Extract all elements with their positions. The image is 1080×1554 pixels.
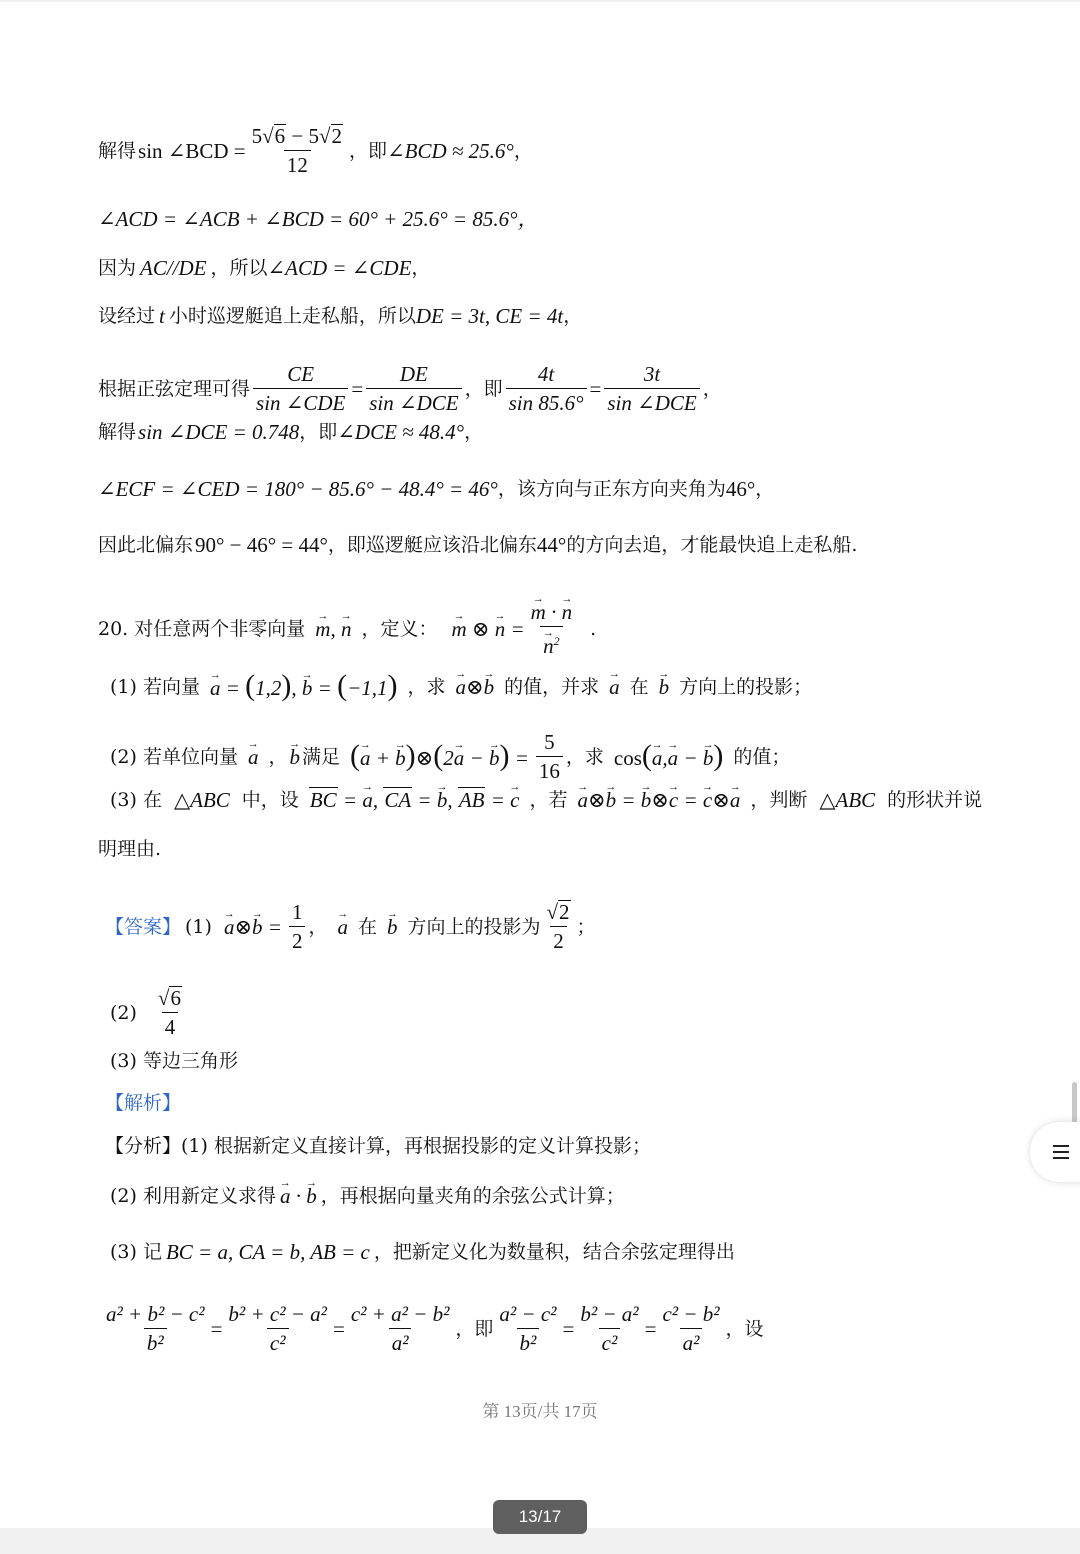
text: ， [411, 257, 431, 279]
math-44: 44° [536, 533, 567, 557]
math-triangle-abc: △ABC [173, 788, 230, 812]
fraction-3t [604, 362, 699, 415]
analysis-line-4: $\frac{\text{a² + b² − c²}}{\text{b²}}$ = $\frac{\text{b² + c² − a²}}{\text{c²}}$ = $\frac{\text{c² + a² − b²}}{\text{a²}}$ ，即 $\frac{\text{a² − c²}}{\text{b²}}$ = $\frac{\text{b² − a²}}{\text{c²}}$ = $\frac{\text{c² − b²}}{\text{a²}}$ ，设 [100, 1302, 764, 1355]
text: 因此北偏东 [98, 534, 194, 556]
answer-line-1 [105, 900, 596, 953]
numerator: 4t [537, 362, 555, 386]
solution-line-4 [98, 304, 582, 328]
text: ，判断 [750, 789, 808, 811]
solution-line-5 [98, 362, 722, 415]
math-bc-ca-ab: BC = a, CA = b, AB = c [165, 1240, 370, 1264]
text: 在 [629, 676, 649, 698]
math-bcd-approx: ∠BCD ≈ 25.6° [387, 138, 514, 163]
text: 根据正弦定理可得 [98, 377, 251, 400]
math-condition: (→ a + → b)⊗(2→ a − → b) = [350, 744, 529, 770]
solution-line-6 [98, 420, 483, 444]
math-cos: cos(→ a,→ a − → b) [614, 744, 723, 770]
text: ，即巡逻艇应该沿北偏东 [327, 534, 537, 556]
text: (1) 若向量 [110, 676, 200, 698]
text: ， [464, 421, 484, 443]
fraction-de-sin-dce [366, 362, 461, 415]
denominator: sin ∠DCE [366, 388, 461, 415]
math-a-otimes-b: → a⊗→ b = [224, 915, 282, 939]
problem-part-2 [110, 730, 790, 783]
math-b: → b [387, 915, 398, 939]
text: (3) 记 [110, 1241, 162, 1263]
menu-icon [1052, 1144, 1070, 1160]
solution-line-7 [98, 477, 774, 501]
math-triangle-abc: △ABC [819, 788, 876, 812]
math-a-otimes-b: → a⊗→ b [456, 675, 495, 699]
math-ecf: ∠ECF = ∠CED = 180° − 85.6° − 48.4° = 46° [98, 477, 498, 501]
fraction-cos-3: $\frac{\text{c² + a² − b²}}{\text{a²}}$ [350, 1302, 450, 1355]
document-page [0, 2, 1080, 1528]
scrollbar-thumb[interactable] [1072, 1082, 1077, 1124]
text: 解得 [98, 421, 137, 443]
text: ，即 [464, 377, 503, 400]
solution-line-3 [98, 256, 430, 280]
text: (2) 利用新定义求得 [110, 1185, 276, 1207]
fraction-sqrt2-2: √ 2 2 [546, 900, 570, 953]
text: ， [755, 478, 775, 500]
fraction-4t [506, 362, 587, 415]
radicand: 6 [274, 124, 286, 148]
text: ，把新定义化为数量积，结合余弦定理得出 [373, 1241, 735, 1263]
fraction-cos-2: $\frac{\text{b² + c² − a²}}{\text{c²}}$ [228, 1302, 327, 1355]
text: ， [702, 377, 722, 400]
analysis-label: 【解析】 [105, 1092, 182, 1114]
text: (3) 等边三角形 [110, 1050, 238, 1072]
equals: = [351, 376, 364, 401]
math-b: → b [659, 675, 670, 699]
math-dce-approx: ∠DCE ≈ 48.4° [337, 420, 465, 444]
fraction-sqrt6-4: √ 6 4 [157, 986, 181, 1039]
text: 中，设 [241, 789, 299, 811]
text: ，求 [407, 676, 446, 698]
text: 的值，并求 [504, 676, 600, 698]
text: 20. 对任意两个非零向量 [98, 618, 306, 640]
math-m-n: → m, → n [315, 617, 351, 641]
answer-line-3 [110, 1049, 238, 1073]
text: 设经过 [98, 305, 156, 327]
text: 明理由. [98, 838, 162, 860]
math-b: → b [289, 745, 300, 769]
math-sides: BC = → a, CA = → b, AB = → c [309, 788, 520, 812]
text: 【分析】(1) 根据新定义直接计算，再根据投影的定义计算投影； [105, 1135, 651, 1157]
numerator: 3t [643, 362, 661, 386]
math-acd-sum: ∠ACD = ∠ACB + ∠BCD = 60° + 25.6° = 85.6°， [98, 207, 539, 231]
denominator: sin 85.6° [506, 388, 587, 415]
sqrt: √ 2 [319, 124, 343, 148]
text: ， [563, 305, 583, 327]
math-equal-products: → a⊗→ b = → b⊗→ c = → c⊗→ a [578, 788, 741, 812]
page-indicator-badge: 13/17 [493, 1500, 587, 1534]
radicand: 2 [331, 124, 343, 148]
fraction-ce-sin-cde [253, 362, 348, 415]
math-t: t [159, 304, 165, 328]
math-46: 46° [725, 477, 756, 501]
text: ，即 [349, 139, 388, 162]
text: ，即 [299, 421, 338, 443]
text: (3) 在 [110, 789, 162, 811]
math-acd-cde: ∠ACD = ∠CDE [267, 256, 412, 280]
text: 小时巡逻艇追上走私船，所以 [168, 305, 416, 327]
math-a: → a [337, 915, 348, 939]
analysis-line-3 [110, 1240, 735, 1264]
text: ； [576, 915, 596, 938]
problem-20-title [98, 600, 596, 658]
math-sin-bcd: sin ∠BCD = [138, 138, 246, 163]
text: ，所以 [210, 257, 268, 279]
answer-label: 【答案】 [105, 915, 182, 938]
text: ，求 [565, 745, 604, 768]
sqrt: √ 6 [262, 124, 286, 148]
numerator: DE [399, 362, 428, 386]
num: − 5 [286, 124, 320, 148]
math-vectors-a-b: → a = (1,2), → b = (−1,1) [210, 674, 398, 700]
math-de-ce: DE = 3t, CE = 4t [415, 304, 564, 328]
text: ，即 [455, 1317, 494, 1340]
fraction-diff-2: $\frac{\text{b² − a²}}{\text{c²}}$ [580, 1302, 639, 1355]
equals: = [589, 376, 602, 401]
math-m-otimes-n: → m ⊗ → n = [451, 617, 524, 641]
text: 方向上的投影； [679, 676, 813, 698]
text: ，再根据向量夹角的余弦公式计算； [320, 1185, 625, 1207]
math-a-dot-b: → a · → b [280, 1184, 317, 1208]
solution-line-8 [98, 533, 857, 557]
text: ，设 [725, 1317, 764, 1340]
fraction-5-16: $\frac{5}{16}$ [536, 730, 563, 783]
math-ac-parallel-de: AC//DE [140, 256, 207, 280]
analysis-label-line [105, 1091, 181, 1115]
solution-line-2 [98, 207, 539, 231]
analysis-line-2 [110, 1184, 625, 1208]
text: ，定义： [361, 618, 438, 640]
text: ， [268, 745, 288, 768]
text: ， [308, 915, 328, 938]
text: 方向上的投影为 [407, 915, 541, 938]
text: 因为 [98, 257, 137, 279]
math-a: → a [248, 745, 259, 769]
fraction-sin-bcd [249, 124, 346, 177]
fraction-1-2: $\frac{1}{2}$ [289, 900, 306, 953]
denominator: 12 [284, 150, 311, 177]
fraction-diff-1: $\frac{\text{a² − c²}}{\text{b²}}$ [499, 1302, 557, 1355]
text: 的形状并说 [887, 789, 983, 811]
num: 5 [251, 124, 263, 148]
text: ，若 [529, 789, 568, 811]
denominator: sin ∠CDE [253, 388, 348, 415]
text: (2) 若单位向量 [110, 745, 238, 768]
math-ninety: 90° − 46° = 44° [195, 533, 328, 557]
numerator: CE [287, 362, 315, 386]
text: 解得 [98, 139, 137, 162]
fraction-cos-1: $\frac{\text{a² + b² − c²}}{\text{b²}}$ [106, 1302, 205, 1355]
fraction-definition: → m · → n → $n^2$ [528, 600, 575, 658]
text: 的值； [733, 745, 791, 768]
analysis-line-1 [105, 1134, 651, 1158]
text: (2) [110, 1001, 137, 1024]
text: ，该方向与正东方向夹角为 [497, 478, 726, 500]
solution-line-1 [98, 124, 533, 177]
text: 的方向去追，才能最快追上走私船. [566, 534, 858, 556]
problem-part-1 [110, 669, 813, 702]
text: ， [513, 139, 533, 162]
text: 在 [357, 915, 377, 938]
math-sin-dce-val: sin ∠DCE = 0.748 [138, 420, 300, 444]
menu-button[interactable] [1030, 1122, 1080, 1182]
page-footer: 第 13页/共 17页 [482, 1402, 598, 1421]
text: (1) [185, 915, 212, 938]
text: . [590, 618, 597, 640]
math-a: → a [609, 675, 620, 699]
problem-part-3-cont [98, 837, 161, 861]
problem-part-3 [110, 788, 982, 812]
denominator: sin ∠DCE [604, 388, 699, 415]
answer-line-2 [110, 986, 188, 1039]
text: 满足 [301, 745, 340, 768]
fraction-diff-3: $\frac{\text{c² − b²}}{\text{a²}}$ [662, 1302, 720, 1355]
